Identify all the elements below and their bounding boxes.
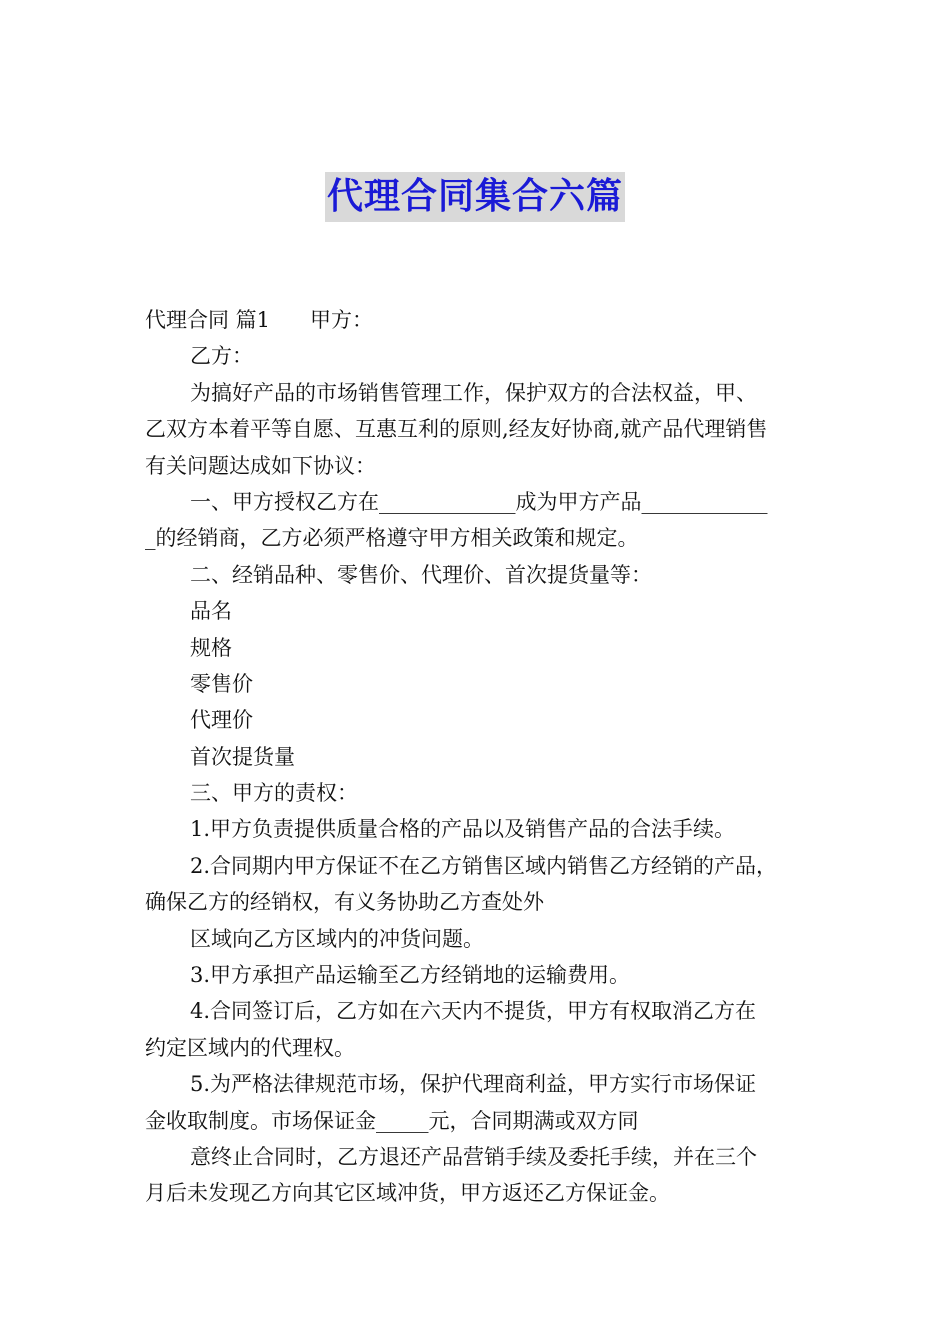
item-specification: 规格 (190, 635, 232, 660)
party-b-label: 乙方： (190, 344, 253, 369)
clause-3-item-2-cont: 确保乙方的经销权，有义务协助乙方查处外 (145, 890, 544, 915)
clause-3-item-5-cont: 意终止合同时，乙方退还产品营销手续及委托手续，并在三个 (190, 1144, 757, 1169)
clause-3-item-5-cont: 金收取制度。市场保证金_____元，合同期满或双方同 (145, 1108, 639, 1133)
clause-3-item-1: 1.甲方负责提供质量合格的产品以及销售产品的合法手续。 (190, 817, 736, 842)
clause-3-item-5: 5.为严格法律规范市场，保护代理商利益，甲方实行市场保证 (190, 1072, 757, 1097)
clause-3-item-5-cont: 月后未发现乙方向其它区域冲货，甲方返还乙方保证金。 (145, 1181, 670, 1206)
item-product-name: 品名 (190, 599, 232, 624)
paragraph-line: 乙双方本着平等自愿、互惠互利的原则,经友好协商,就产品代理销售 (145, 417, 768, 442)
item-retail-price: 零售价 (190, 671, 253, 696)
clause-3-heading: 三、甲方的责权： (190, 781, 358, 806)
clause-1-line: _的经销商，乙方必须严格遵守甲方相关政策和规定。 (145, 526, 639, 551)
clause-3-item-3: 3.甲方承担产品运输至乙方经销地的运输费用。 (190, 963, 631, 988)
item-first-order-qty: 首次提货量 (190, 744, 295, 769)
paragraph-line: 为搞好产品的市场销售管理工作，保护双方的合法权益，甲、 (190, 380, 757, 405)
clause-3-item-4: 4.合同签订后，乙方如在六天内不提货，甲方有权取消乙方在 (190, 999, 757, 1024)
document-title-block (0, 172, 950, 228)
clause-3-item-4-cont: 约定区域内的代理权。 (145, 1035, 355, 1060)
clause-2-heading: 二、经销品种、零售价、代理价、首次提货量等： (190, 562, 652, 587)
paragraph-line: 有关问题达成如下协议： (145, 453, 376, 478)
contract-heading-line (145, 302, 820, 338)
document-body (145, 302, 820, 1212)
clause-3-item-2: 2.合同期内甲方保证不在乙方销售区域内销售乙方经销的产品， (190, 853, 778, 878)
document-title: 代理合同集合六篇 (325, 172, 625, 222)
contract-heading: 代理合同 篇1 (145, 308, 271, 332)
party-a-label: 甲方： (310, 308, 374, 332)
clause-3-item-2-cont: 区域向乙方区域内的冲货问题。 (190, 926, 484, 951)
item-agent-price: 代理价 (190, 708, 253, 733)
clause-1-line: 一、甲方授权乙方在_____________成为甲方产品____________ (190, 489, 768, 514)
